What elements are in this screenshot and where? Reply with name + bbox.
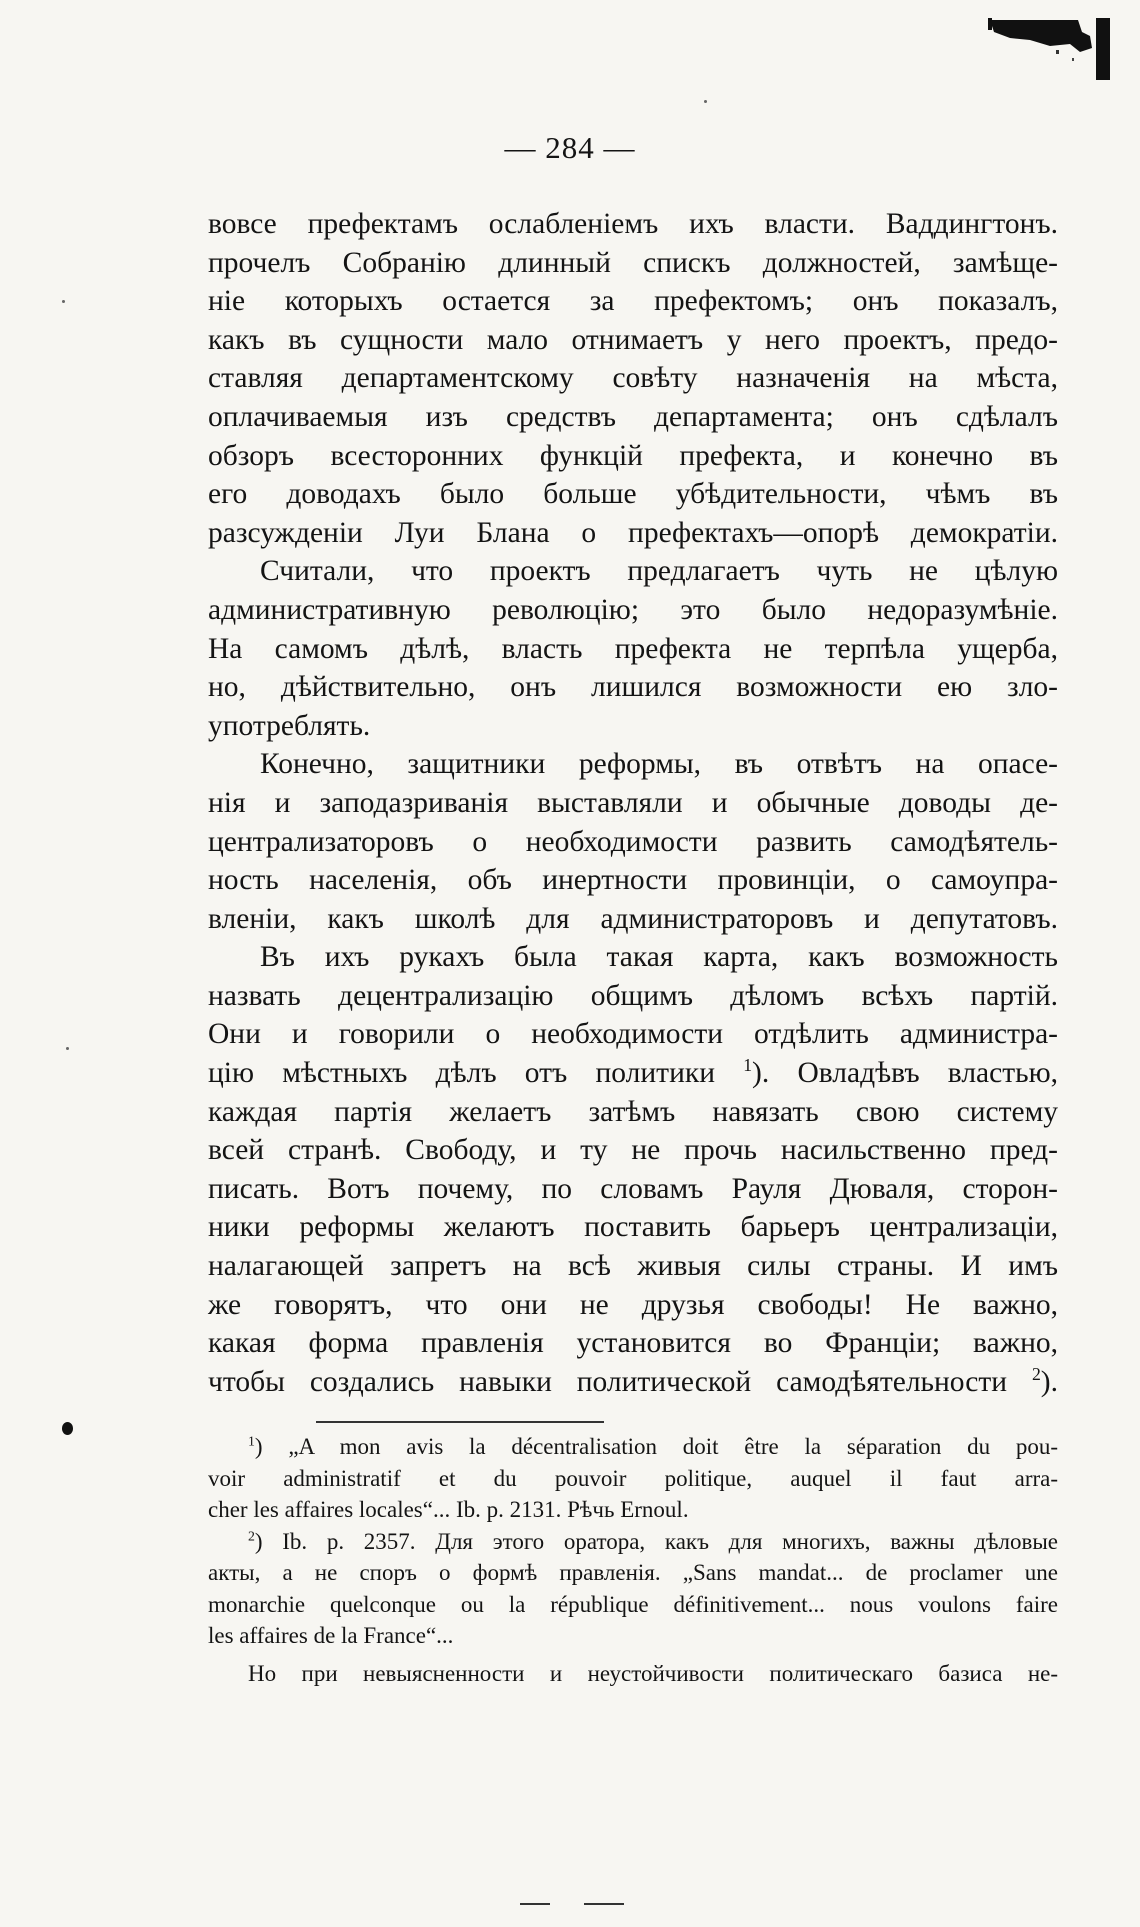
footnotes xyxy=(208,1431,1058,1689)
footnote-separator xyxy=(316,1421,604,1423)
text-line: каждая партія желаетъ затѣмъ навязать свою систему xyxy=(208,1095,1058,1128)
footnote-line: voir administratif et du pouvoir politique, auquel il faut arra- xyxy=(208,1465,1058,1491)
text-line: какъ въ сущности мало отнимаетъ у него проектъ, предо- xyxy=(208,323,1058,356)
text-line: употреблять. xyxy=(208,709,371,742)
text-line: назвать децентрализацію общимъ дѣломъ всѣхъ партій. xyxy=(208,979,1058,1012)
text-line: вовсе префектамъ ослабленіемъ ихъ власти. Ваддингтонъ. xyxy=(208,208,1058,240)
text-line: ставляя департаментскому совѣту назначенія на мѣста, xyxy=(208,362,1058,395)
footnote-line: cher les affaires locales“... Ib. p. 2131. Рѣчь Ernoul. xyxy=(208,1497,689,1522)
text-line: оплачиваемыя изъ средствъ департамента; онъ сдѣлалъ xyxy=(208,400,1058,433)
text-line: налагающей запретъ на всѣ живыя силы страны. И имъ xyxy=(208,1250,1058,1283)
page-number: — 284 — xyxy=(504,130,636,165)
scan-speck xyxy=(704,100,707,103)
footnote-line: $^2$) Ib. p. 2357. Для этого оратора, какъ для многихъ, важны дѣловые xyxy=(248,1527,1058,1554)
text-line: нія и заподазриванія выставляли и обычные доводы де- xyxy=(208,786,1058,819)
text-fragment: ). Овладѣвъ властью, xyxy=(752,1057,1059,1090)
text-line-with-note xyxy=(208,1054,1058,1093)
main-text xyxy=(208,205,1058,1401)
text-fragment: „A mon avis la décentralisation doit être la séparation du pou- xyxy=(288,1434,1058,1459)
text-line: Въ ихъ рукахъ была такая карта, какъ возможность xyxy=(260,941,1058,974)
text-line: ніе которыхъ остается за префектомъ; онъ показалъ, xyxy=(208,285,1058,318)
footnote-line: les affaires de la France“... xyxy=(208,1623,454,1648)
scan-speck xyxy=(62,300,65,303)
text-line: ность населенія, объ инертности провинціи, о самоупра- xyxy=(208,864,1058,897)
text-line: прочелъ Собранію длинный спискъ должностей, замѣще- xyxy=(208,246,1058,279)
text-line: же говорятъ, что они не друзья свободы! Не важно, xyxy=(208,1288,1058,1321)
scan-speck xyxy=(66,1047,69,1050)
footnote-ref: 1 xyxy=(743,1055,753,1076)
text-line: Конечно, защитники реформы, въ отвѣтъ на опасе- xyxy=(260,748,1058,781)
text-line: какая форма правленія установится во Франціи; важно, xyxy=(208,1327,1058,1360)
text-line: обзоръ всесторонних функцій префекта, и конечно въ xyxy=(208,439,1058,472)
text-line: писать. Вотъ почему, по словамъ Рауля Дюваля, сторон- xyxy=(208,1172,1058,1205)
footnote-marker: 2 xyxy=(248,1527,255,1543)
footnote-marker: 1 xyxy=(248,1433,255,1449)
text-line: Они и говорили о необходимости отдѣлить администра- xyxy=(208,1018,1058,1051)
footnote-line: monarchie quelconque ou la république définitivement... nous voulons faire xyxy=(208,1591,1058,1617)
text-fragment: цію мѣстныхъ дѣлъ отъ политики xyxy=(208,1057,715,1090)
text-line: На самомъ дѣлѣ, власть префекта не терпѣла ущерба, xyxy=(208,632,1058,665)
footnote-line: $^1$) „A mon avis la décentralisation doit être la séparation du pou- xyxy=(248,1433,1058,1459)
bottom-rule xyxy=(584,1903,624,1905)
text-line: административную революцію; это было недоразумѣніе. xyxy=(208,593,1058,626)
text-line: разсужденіи Луи Блана о префектахъ—опорѣ демократіи. xyxy=(208,516,1058,549)
bottom-rule xyxy=(520,1903,550,1905)
text-line-with-note xyxy=(208,1363,1058,1402)
text-fragment: чтобы создались навыки политической самодѣятельности xyxy=(208,1365,1008,1398)
text-line: вленіи, какъ школѣ для администраторовъ и депутатовъ. xyxy=(208,902,1058,935)
scan-edge-mark xyxy=(960,18,1120,82)
text-line: всей странѣ. Свободу, и ту не прочь насильственно пред- xyxy=(208,1134,1058,1167)
text-line: ники реформы желаютъ поставить барьеръ централизаціи, xyxy=(208,1211,1058,1244)
text-line: Считали, что проектъ предлагаетъ чуть не цѣлую xyxy=(260,555,1058,588)
text-line: централизаторовъ о необходимости развить самодѣятель- xyxy=(208,825,1058,858)
text-line: его доводахъ было больше убѣдительности, чѣмъ въ xyxy=(208,478,1058,511)
scan-dot xyxy=(62,1422,73,1435)
footnote-line: Но при невыясненности и неустойчивости политическаго базиса не- xyxy=(248,1660,1058,1686)
text-fragment: ). xyxy=(1040,1365,1058,1398)
text-fragment: Ib. p. 2357. Для этого оратора, какъ для многихъ, важны дѣловые xyxy=(282,1528,1058,1554)
text-line: но, дѣйствительно, онъ лишился возможности ею зло- xyxy=(208,671,1058,704)
footnote-line: акты, а не споръ о формѣ правленія. „Sans mandat... de proclamer une xyxy=(208,1560,1058,1585)
footnote-ref: 2 xyxy=(1031,1363,1041,1384)
